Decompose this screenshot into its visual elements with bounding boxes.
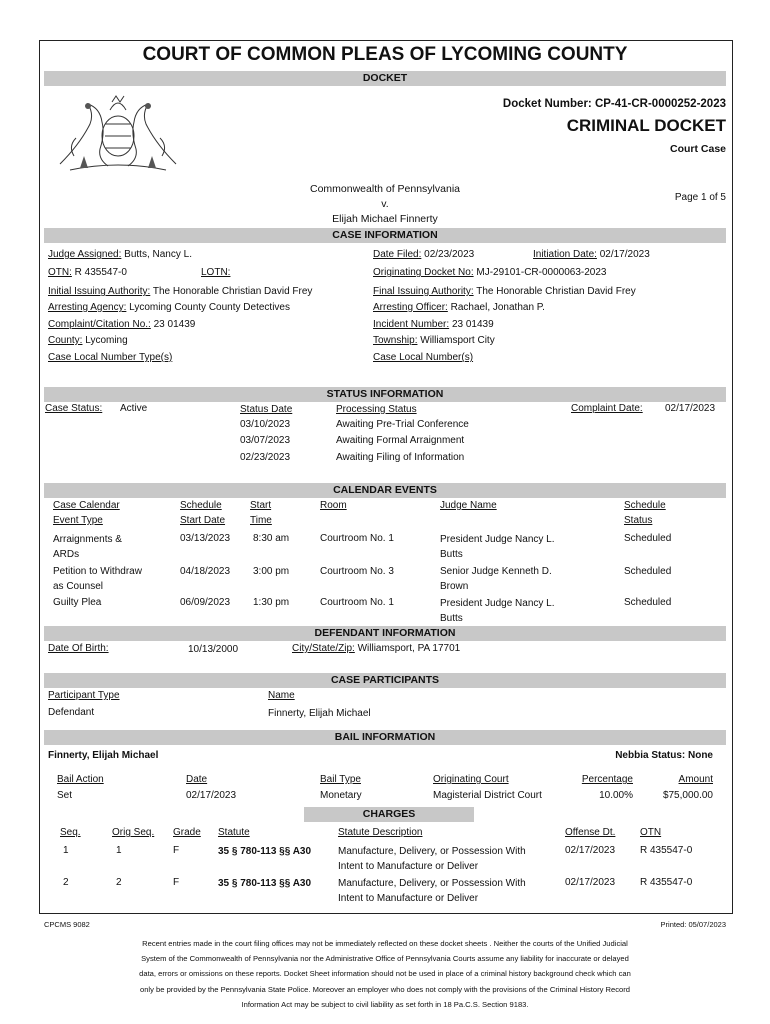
charge-otn: R 435547-0	[640, 877, 693, 888]
final-issuing-authority: Final Issuing Authority: The Honorable Christian David Frey	[373, 286, 636, 297]
participant-name: Finnerty, Elijah Michael	[268, 708, 371, 719]
calendar-judge: President Judge Nancy L.	[440, 598, 555, 609]
participant-type: Defendant	[48, 707, 95, 718]
nebbia-status: Nebbia Status: None	[615, 750, 713, 761]
col-otn: OTN	[640, 827, 662, 838]
calendar-event: ARDs	[53, 549, 80, 560]
charges-bar: CHARGES	[304, 807, 474, 822]
col-statute-description: Statute Description	[338, 827, 423, 838]
printed-date: Printed: 05/07/2023	[660, 920, 726, 929]
calendar-status: Scheduled	[624, 533, 672, 544]
col-event-type: Event Type	[53, 515, 103, 526]
bail-percentage: 10.00%	[599, 790, 633, 801]
lotn: LOTN:	[201, 267, 231, 278]
calendar-event: Arraignments &	[53, 534, 122, 545]
docket-number: Docket Number: CP-41-CR-0000252-2023	[502, 98, 726, 110]
case-information-bar: CASE INFORMATION	[44, 228, 726, 243]
calendar-status: Scheduled	[624, 597, 672, 608]
calendar-judge: Butts	[440, 549, 463, 560]
judge-assigned: Judge Assigned: Butts, Nancy L.	[48, 249, 192, 260]
arresting-officer: Arresting Officer: Rachael, Jonathan P.	[373, 302, 545, 313]
bail-information-bar: BAIL INFORMATION	[44, 730, 726, 745]
participant-type-header: Participant Type	[48, 690, 120, 701]
caption-plaintiff: Commonwealth of Pennsylvania	[310, 183, 460, 195]
participant-name-header: Name	[268, 690, 295, 701]
calendar-event: Petition to Withdraw	[53, 566, 142, 577]
calendar-event: Guilty Plea	[53, 597, 102, 608]
dob-value: 10/13/2000	[188, 644, 239, 655]
otn: OTN: R 435547-0	[48, 267, 127, 278]
calendar-judge: Brown	[440, 581, 469, 592]
col-percentage: Percentage	[581, 774, 633, 785]
col-schedule-date: Start Date	[180, 515, 226, 526]
col-offense-date: Offense Dt.	[565, 827, 616, 838]
charge-otn: R 435547-0	[640, 845, 693, 856]
dob-label: Date Of Birth:	[48, 643, 109, 654]
charge-description: Intent to Manufacture or Deliver	[338, 893, 479, 904]
col-originating-court: Originating Court	[433, 774, 509, 785]
disclaimer-line: only be provided by the Pennsylvania State Police. Moreover an employer who does not comply with the provisions of the Criminal History Record	[139, 984, 631, 994]
disclaimer-line: data, errors or omissions on these reports. Docket Sheet information should not be used in place of a criminal history background check which can	[139, 969, 631, 979]
bail-action: Set	[57, 790, 73, 801]
col-schedule-status: Schedule	[624, 500, 666, 511]
date-filed: Date Filed: 02/23/2023	[373, 249, 475, 260]
form-id: CPCMS 9082	[44, 920, 90, 929]
county: County: Lycoming	[48, 335, 128, 346]
status-row-status: Awaiting Formal Arraignment	[336, 435, 465, 446]
incident-number: Incident Number: 23 01439	[373, 319, 494, 330]
court-title: COURT OF COMMON PLEAS OF LYCOMING COUNTY	[142, 44, 628, 65]
charge-seq: 2	[63, 877, 69, 888]
disclaimer-line: System of the Commonwealth of Pennsylvania nor the Administrative Office of Pennsylvania Courts assume any liability for inaccurate or delayed	[141, 954, 629, 964]
case-label: Court Case	[669, 143, 726, 155]
status-row-status: Awaiting Filing of Information	[336, 452, 465, 463]
complaint-date-label: Complaint Date:	[571, 403, 643, 414]
arresting-agency: Arresting Agency: Lycoming County County Detectives	[48, 302, 290, 313]
initiation-date: Initiation Date: 02/17/2023	[533, 249, 650, 260]
col-statute: Statute	[218, 827, 250, 838]
city-state-zip: City/State/Zip: Williamsport, PA 17701	[292, 643, 461, 654]
charge-grade: F	[173, 845, 180, 856]
page-number: Page 1 of 5	[674, 192, 726, 203]
township: Township: Williamsport City	[373, 335, 495, 346]
status-row-date: 02/23/2023	[240, 452, 291, 463]
case-status-label: Case Status:	[45, 403, 103, 414]
col-schedule-status: Status	[624, 515, 653, 526]
calendar-events-bar: CALENDAR EVENTS	[44, 483, 726, 498]
charge-seq: 1	[63, 845, 69, 856]
col-bail-action: Bail Action	[57, 774, 104, 785]
col-judge-name: Judge Name	[440, 500, 497, 511]
charge-offense-date: 02/17/2023	[565, 877, 616, 888]
calendar-time: 1:30 pm	[253, 597, 290, 608]
calendar-time: 8:30 am	[253, 533, 290, 544]
calendar-date: 03/13/2023	[180, 533, 231, 544]
charge-description: Intent to Manufacture or Deliver	[338, 861, 479, 872]
pennsylvania-seal-icon	[50, 94, 186, 176]
calendar-time: 3:00 pm	[253, 566, 290, 577]
calendar-status: Scheduled	[624, 566, 672, 577]
col-event-type: Case Calendar	[53, 500, 120, 511]
bail-person: Finnerty, Elijah Michael	[48, 750, 159, 761]
case-local-numbers: Case Local Number(s)	[373, 352, 474, 363]
calendar-date: 04/18/2023	[180, 566, 231, 577]
charge-orig-seq: 1	[116, 845, 122, 856]
processing-status-header: Processing Status	[336, 404, 417, 415]
initial-issuing-authority: Initial Issuing Authority: The Honorable Christian David Frey	[48, 286, 313, 297]
bail-amount: $75,000.00	[662, 790, 713, 801]
col-bail-type: Bail Type	[320, 774, 361, 785]
defendant-information-bar: DEFENDANT INFORMATION	[44, 626, 726, 641]
charge-statute: 35 § 780-113 §§ A30	[218, 846, 312, 857]
col-room: Room	[320, 500, 347, 511]
calendar-judge: President Judge Nancy L.	[440, 534, 555, 545]
calendar-judge: Butts	[440, 613, 463, 624]
col-orig-seq: Orig Seq.	[112, 827, 155, 838]
case-participants-bar: CASE PARTICIPANTS	[44, 673, 726, 688]
col-grade: Grade	[173, 827, 201, 838]
charge-grade: F	[173, 877, 180, 888]
docket-bar: DOCKET	[44, 71, 726, 86]
bail-date: 02/17/2023	[186, 790, 237, 801]
calendar-event: as Counsel	[53, 581, 104, 592]
complaint-citation-no: Complaint/Citation No.: 23 01439	[48, 319, 196, 330]
charge-orig-seq: 2	[116, 877, 122, 888]
col-start-time: Time	[250, 515, 272, 526]
calendar-date: 06/09/2023	[180, 597, 231, 608]
status-row-date: 03/07/2023	[240, 435, 291, 446]
charge-description: Manufacture, Delivery, or Possession With	[338, 846, 526, 857]
originating-docket: Originating Docket No: MJ-29101-CR-0000063-2023	[373, 267, 607, 278]
complaint-date-value: 02/17/2023	[665, 403, 716, 414]
status-date-header: Status Date	[240, 404, 293, 415]
status-information-bar: STATUS INFORMATION	[44, 387, 726, 402]
disclaimer	[80, 936, 690, 1012]
calendar-room: Courtroom No. 3	[320, 566, 394, 577]
charge-statute: 35 § 780-113 §§ A30	[218, 878, 312, 889]
bail-type: Monetary	[320, 790, 362, 801]
col-schedule-date: Schedule	[180, 500, 222, 511]
caption-defendant: Elijah Michael Finnerty	[332, 213, 438, 225]
disclaimer-line: Recent entries made in the court filing offices may not be immediately reflected on these docket sheets . Neither the courts of the Unified Judicial	[142, 939, 628, 948]
bail-originating-court: Magisterial District Court	[433, 790, 542, 801]
status-row-date: 03/10/2023	[240, 419, 291, 430]
caption-versus: v.	[381, 198, 389, 210]
docket-type: CRIMINAL DOCKET	[566, 116, 726, 135]
case-local-number-types: Case Local Number Type(s)	[48, 352, 173, 363]
case-status-value: Active	[120, 403, 148, 414]
col-bail-date: Date	[186, 774, 208, 785]
col-amount: Amount	[678, 774, 713, 785]
status-row-status: Awaiting Pre-Trial Conference	[336, 419, 469, 430]
charge-description: Manufacture, Delivery, or Possession With	[338, 878, 526, 889]
charge-offense-date: 02/17/2023	[565, 845, 616, 856]
col-seq: Seq.	[60, 827, 81, 838]
calendar-room: Courtroom No. 1	[320, 533, 394, 544]
calendar-room: Courtroom No. 1	[320, 597, 394, 608]
calendar-judge: Senior Judge Kenneth D.	[440, 566, 552, 577]
col-start-time: Start	[250, 500, 272, 511]
disclaimer-line: Information Act may be subject to civil liability as set forth in 18 Pa.C.S. Section 9183.	[241, 999, 529, 1009]
